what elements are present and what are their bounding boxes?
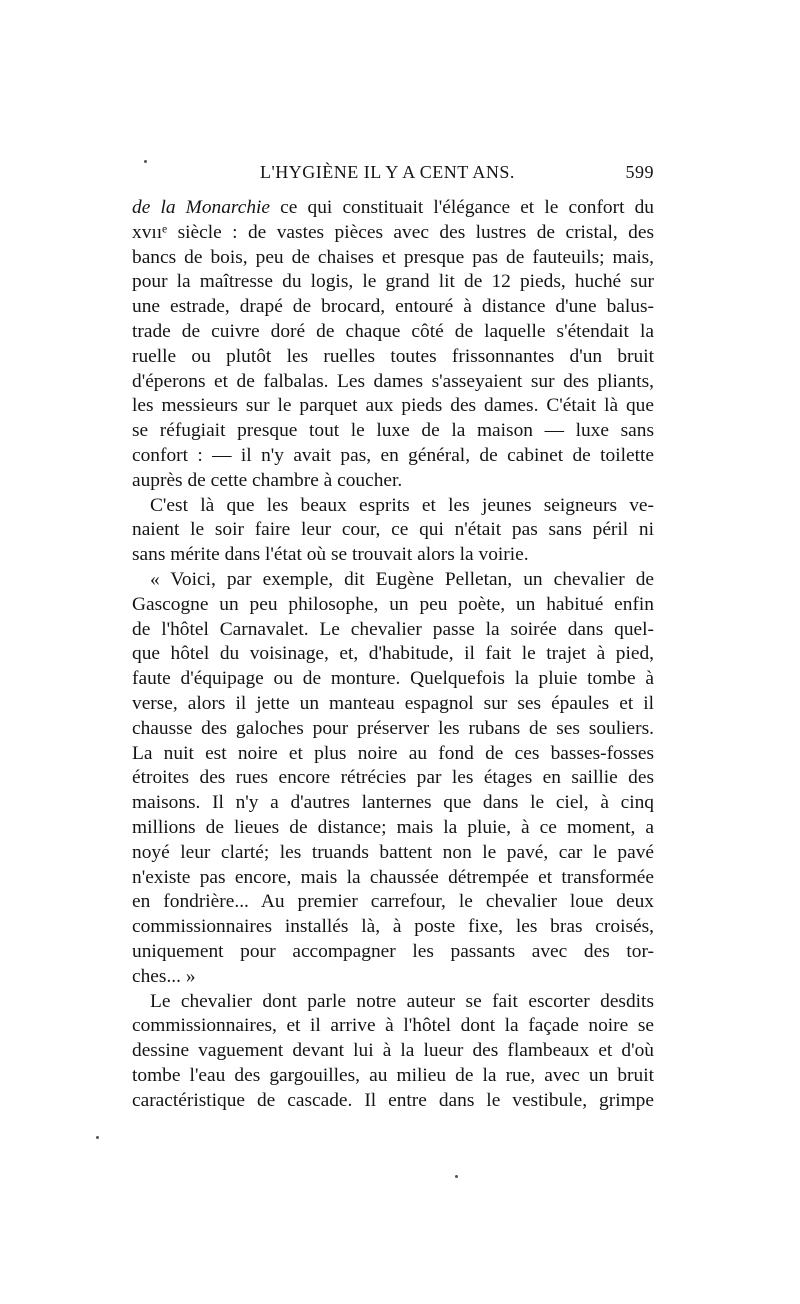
text-line: « Voici, par exemple, dit Eugène Pelletan, un chevalier de <box>150 568 654 590</box>
text-line: trade de cuivre doré de chaque côté de laquelle s'étendait la <box>132 320 654 342</box>
text-line: tombe l'eau des gargouilles, au milieu de la rue, avec un bruit <box>132 1064 654 1086</box>
text-line: en fondrière... Au premier carrefour, le chevalier loue deux <box>132 891 654 913</box>
text-line: bancs de bois, peu de chaises et presque pas de fauteuils; mais, <box>132 246 654 268</box>
text-line: maisons. Il n'y a d'autres lanternes que dans le ciel, à cinq <box>132 792 654 814</box>
text-line: Le chevalier dont parle notre auteur se fait escorter desdits <box>150 990 654 1012</box>
text-line: ruelle ou plutôt les ruelles toutes frissonnantes d'un bruit <box>132 345 654 367</box>
text-line: de la Monarchie ce qui constituait l'élégance et le confort du <box>132 197 654 218</box>
text-line: naient le soir faire leur cour, ce qui n'était pas sans péril ni <box>132 519 654 541</box>
text-line: pour la maîtresse du logis, le grand lit de 12 pieds, huché sur <box>132 271 654 293</box>
text-line: les messieurs sur le parquet aux pieds des dames. C'était là que <box>132 395 654 417</box>
text-line: une estrade, drapé de brocard, entouré à distance d'une balus- <box>132 296 654 318</box>
text-line: sans mérite dans l'état où se trouvait alors la voirie. <box>132 544 529 566</box>
speck-mark <box>96 1136 99 1139</box>
body-text <box>132 196 654 1113</box>
running-header <box>132 162 654 186</box>
text-line: d'éperons et de falbalas. Les dames s'asseyaient sur des pliants, <box>132 370 654 392</box>
text-line: dessine vaguement devant lui à la lueur des flambeaux et d'où <box>132 1040 654 1062</box>
speck-mark <box>144 160 147 163</box>
text-line: que hôtel du voisinage, et, d'habitude, il fait le trajet à pied, <box>132 643 654 665</box>
text-line: La nuit est noire et plus noire au fond de ces basses-fosses <box>132 742 654 764</box>
italic-phrase: de la Monarchie <box>132 197 271 218</box>
text-line: verse, alors il jette un manteau espagnol sur ses épaules et il <box>132 692 654 714</box>
text-line: caractéristique de cascade. Il entre dans le vestibule, grimpe <box>132 1089 654 1111</box>
text-line: se réfugiait presque tout le luxe de la maison — luxe sans <box>132 420 654 442</box>
text-line: C'est là que les beaux esprits et les jeunes seigneurs ve- <box>150 494 654 516</box>
speck-mark <box>455 1175 458 1178</box>
text-line: auprès de cette chambre à coucher. <box>132 469 403 491</box>
text-line: confort : — il n'y avait pas, en général, de cabinet de toilette <box>132 444 654 466</box>
page-number: 599 <box>625 162 654 182</box>
text-line: étroites des rues encore rétrécies par les étages en saillie des <box>132 767 654 789</box>
running-title: L'HYGIÈNE IL Y A CENT ANS. <box>260 162 515 182</box>
text-line: commissionnaires, et il arrive à l'hôtel dont la façade noire se <box>132 1015 654 1037</box>
text-line: xvııᵉ siècle : de vastes pièces avec des lustres de cristal, des <box>132 221 654 243</box>
text-line: faute d'équipage ou de monture. Quelquefois la pluie tombe à <box>132 668 654 690</box>
text-line: commissionnaires installés là, à poste fixe, les bras croisés, <box>132 916 654 938</box>
text-line: de l'hôtel Carnavalet. Le chevalier passe la soirée dans quel- <box>132 618 654 640</box>
text-line: millions de lieues de distance; mais la pluie, à ce moment, a <box>132 816 654 838</box>
text-line: ches... » <box>132 965 196 987</box>
text-line: chausse des galoches pour préserver les rubans de ses souliers. <box>132 717 654 739</box>
text-line: Gascogne un peu philosophe, un peu poète, un habitué enfin <box>132 593 654 615</box>
text-line: noyé leur clarté; les truands battent non le pavé, car le pavé <box>132 841 654 863</box>
text-line: n'existe pas encore, mais la chaussée détrempée et transformée <box>132 866 654 888</box>
text-line: uniquement pour accompagner les passants avec des tor- <box>132 940 654 962</box>
